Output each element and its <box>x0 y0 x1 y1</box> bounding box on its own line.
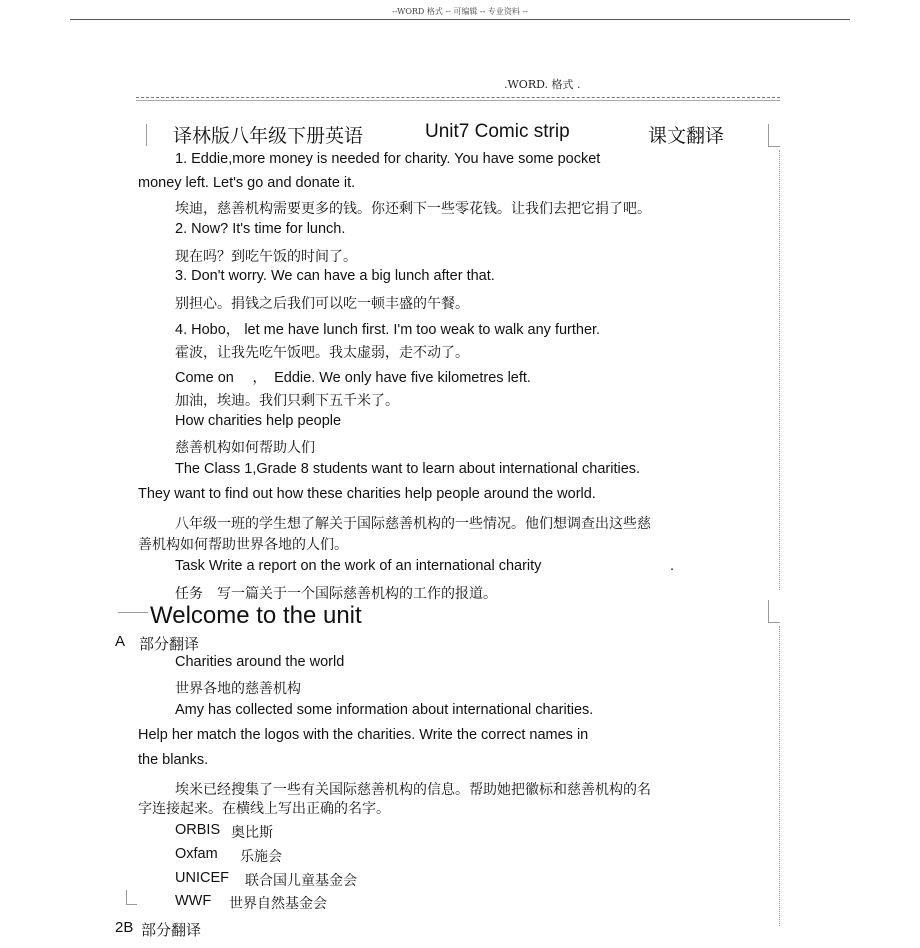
top-rule <box>70 19 850 20</box>
charity-cn-unicef: 联合国儿童基金会 <box>245 873 357 889</box>
line-4: 4. Hobo， let me have lunch first. I'm too weak to walk any further. <box>175 322 601 338</box>
section-a-text: 部分翻译 <box>139 635 200 653</box>
format-sub-header: .WORD. 格式 . <box>504 78 581 91</box>
welcome-line-2-cn-b: 字连接起来。在横线上写出正确的名字。 <box>138 801 390 817</box>
line-6-cn: 慈善机构如何帮助人们 <box>175 440 315 456</box>
line-4-cn: 霍波，让我先吃午饭吧。我太虚弱，走不动了。 <box>175 345 469 361</box>
line-2-cn: 现在吗？到吃午饭的时间了。 <box>175 249 357 265</box>
line-6: How charities help people <box>175 413 342 429</box>
left-bracket-mid <box>118 612 148 625</box>
welcome-line-2b: Help her match the logos with the charities. Write the correct names in <box>138 727 589 743</box>
line-3-cn: 别担心。捐钱之后我们可以吃一顿丰盛的午餐。 <box>175 296 469 312</box>
welcome-line-2a: Amy has collected some information about international charities. <box>175 702 594 718</box>
task-line: Task Write a report on the work of an international charity <box>175 558 542 574</box>
line-7b: They want to find out how these charities help people around the world. <box>138 486 596 502</box>
page-title-cn: 译林版八年级下册英语 <box>173 125 364 147</box>
left-bracket-bottom <box>126 890 137 905</box>
right-border-line-2 <box>779 626 780 926</box>
task-line-dot: . <box>670 558 675 574</box>
sub-header-rule <box>136 97 780 98</box>
welcome-line-2-cn-a: 埃米已经搜集了一些有关国际慈善机构的信息。帮助她把徽标和慈善机构的名 <box>175 782 651 798</box>
welcome-line-2c: the blanks. <box>138 752 209 768</box>
welcome-line-1: Charities around the world <box>175 654 345 670</box>
line-5-cn: 加油，埃迪。我们只剩下五千米了。 <box>175 393 399 409</box>
task-line-cn: 任务 写一篇关于一个国际慈善机构的工作的报道。 <box>175 586 497 602</box>
section-2b-label: 2B <box>115 919 134 936</box>
line-3: 3. Don't worry. We can have a big lunch after that. <box>175 268 495 284</box>
welcome-line-1-cn: 世界各地的慈善机构 <box>175 681 301 697</box>
charity-name-oxfam: Oxfam <box>175 846 218 862</box>
page-title-en: Unit7 Comic strip <box>425 121 570 142</box>
charity-name-wwf: WWF <box>175 893 212 909</box>
section-a-label: A <box>115 633 126 650</box>
left-bracket-top <box>146 124 147 146</box>
charity-name-unicef: UNICEF <box>175 870 229 886</box>
page-title-translation: 课文翻译 <box>648 125 725 147</box>
line-7-cn-b: 善机构如何帮助世界各地的人们。 <box>138 537 348 553</box>
sub-header-rule-2 <box>136 100 780 101</box>
line-2: 2. Now? It's time for lunch. <box>175 221 346 237</box>
line-1b: money left. Let's go and donate it. <box>138 175 356 191</box>
right-bracket-mid <box>768 600 780 623</box>
right-border-line <box>779 150 780 590</box>
line-7-cn-a: 八年级一班的学生想了解关于国际慈善机构的一些情况。他们想调查出这些慈 <box>175 516 651 532</box>
charity-cn-orbis: 奥比斯 <box>231 825 273 841</box>
line-1a: 1. Eddie,more money is needed for charity. You have some pocket <box>175 151 601 167</box>
welcome-heading: Welcome to the unit <box>150 602 362 629</box>
line-7a: The Class 1,Grade 8 students want to learn about international charities. <box>175 461 641 477</box>
right-bracket-top <box>768 124 780 147</box>
section-2b-text: 部分翻译 <box>141 921 202 939</box>
charity-name-orbis: ORBIS <box>175 822 221 838</box>
charity-cn-oxfam: 乐施会 <box>240 849 282 865</box>
page-top-header: --WORD 格式 -- 可编辑 -- 专业资料 -- <box>392 7 528 16</box>
line-5: Come on ， Eddie. We only have five kilometres left. <box>175 370 531 386</box>
charity-cn-wwf: 世界自然基金会 <box>229 896 327 912</box>
line-1-cn: 埃迪，慈善机构需要更多的钱。你还剩下一些零花钱。让我们去把它捐了吧。 <box>175 201 651 217</box>
